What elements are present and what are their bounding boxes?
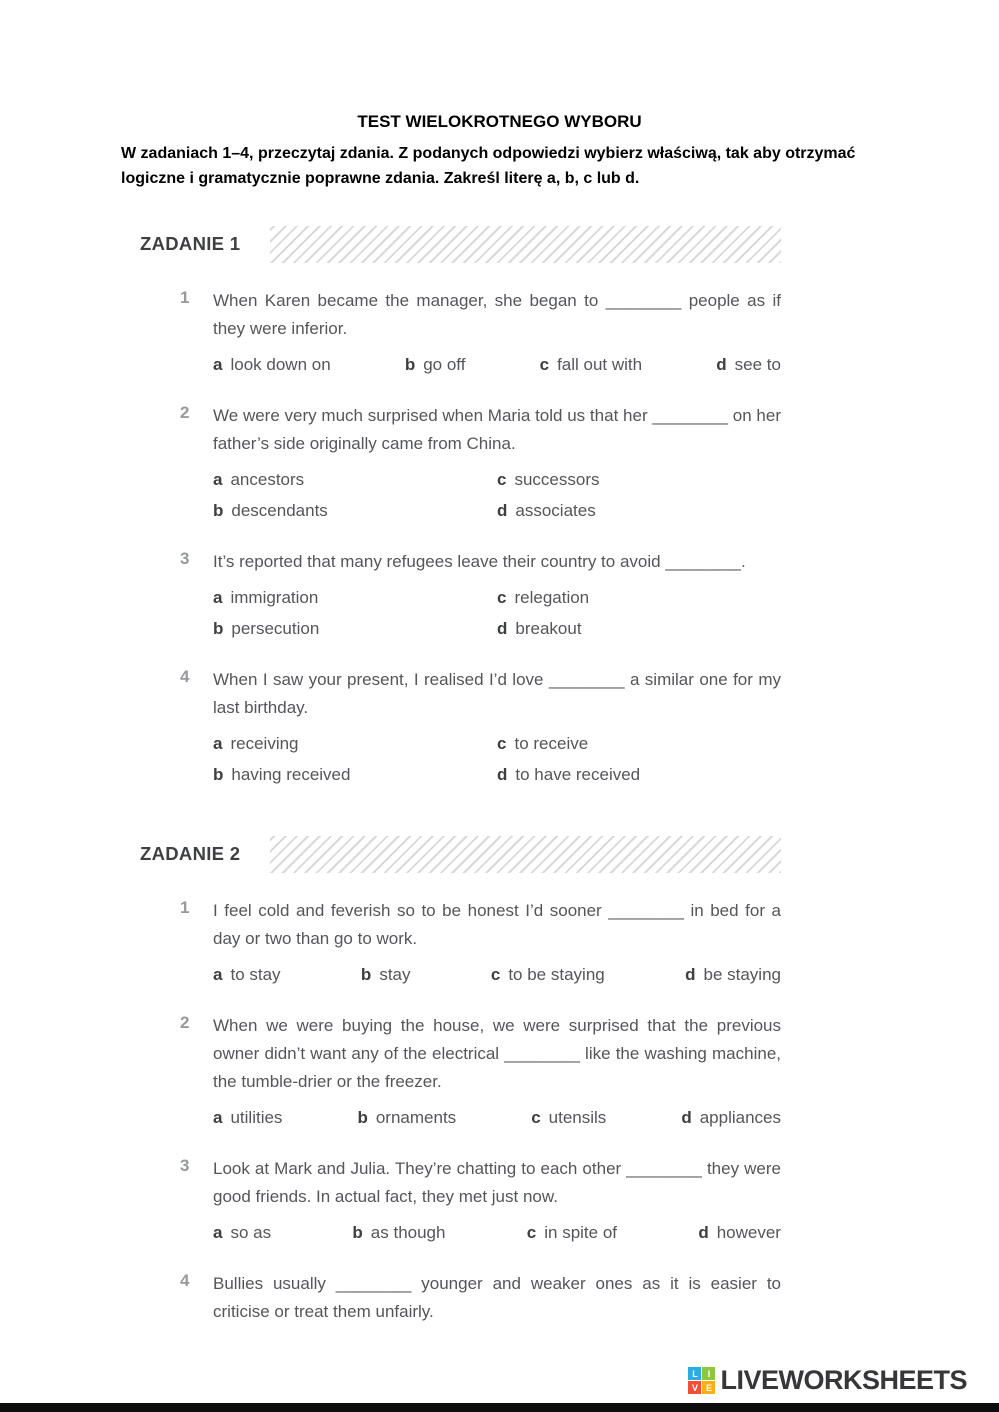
section-banner bbox=[140, 836, 781, 873]
option-letter: b bbox=[213, 618, 224, 638]
option-text: in spite of bbox=[544, 1222, 618, 1242]
question-number: 2 bbox=[180, 1012, 190, 1032]
options bbox=[213, 961, 781, 988]
option-text: utensils bbox=[548, 1107, 607, 1127]
option-letter: b bbox=[213, 500, 224, 520]
option-text: see to bbox=[734, 354, 781, 374]
option-text: as though bbox=[370, 1222, 446, 1242]
option-a[interactable] bbox=[213, 351, 331, 378]
question bbox=[140, 1012, 781, 1131]
question-body bbox=[213, 1012, 781, 1131]
option-text: to receive bbox=[514, 733, 589, 753]
option-b[interactable] bbox=[352, 1219, 445, 1246]
option-b[interactable] bbox=[405, 351, 466, 378]
option-a[interactable] bbox=[213, 1219, 271, 1246]
option-text: appliances bbox=[699, 1107, 781, 1127]
option-letter: a bbox=[213, 1107, 223, 1127]
bottom-bar bbox=[0, 1403, 999, 1412]
option-text: fall out with bbox=[557, 354, 643, 374]
option-text: however bbox=[716, 1222, 781, 1242]
question bbox=[140, 548, 781, 642]
logo-square-i: I bbox=[702, 1367, 715, 1380]
question-body bbox=[213, 287, 781, 378]
question-body bbox=[213, 548, 781, 642]
option-letter: a bbox=[213, 587, 223, 607]
option-d[interactable] bbox=[698, 1219, 781, 1246]
option-c[interactable] bbox=[491, 961, 605, 988]
option-letter: d bbox=[685, 964, 696, 984]
option-letter: d bbox=[681, 1107, 692, 1127]
option-letter: c bbox=[531, 1107, 541, 1127]
options bbox=[213, 1219, 781, 1246]
question bbox=[140, 1270, 781, 1326]
option-letter: c bbox=[526, 1222, 537, 1242]
question-body bbox=[213, 666, 781, 788]
question bbox=[140, 1155, 781, 1246]
option-text: to have received bbox=[515, 764, 641, 784]
worksheet-content bbox=[140, 226, 781, 1326]
option-text: ancestors bbox=[230, 469, 305, 489]
option-text: stay bbox=[379, 964, 411, 984]
question-text: When I saw your present, I realised I’d love ________ a similar one for my last birthday. bbox=[213, 669, 781, 717]
option-letter: d bbox=[716, 354, 727, 374]
question-text: When Karen became the manager, she began to ________ people as if they were inferior. bbox=[213, 290, 781, 338]
question-text: Look at Mark and Julia. They’re chatting to each other ________ they were good friends. In actual fact, they met just now. bbox=[213, 1158, 781, 1206]
question-number: 3 bbox=[180, 548, 190, 568]
question-body bbox=[213, 897, 781, 988]
question-number: 4 bbox=[180, 666, 190, 686]
option-text: receiving bbox=[230, 733, 299, 753]
question-number: 1 bbox=[180, 287, 190, 307]
question-text: Bullies usually ________ younger and weaker ones as it is easier to criticise or treat them unfairly. bbox=[213, 1273, 781, 1321]
option-c[interactable] bbox=[497, 730, 781, 757]
option-text: immigration bbox=[230, 587, 319, 607]
option-letter: b bbox=[404, 354, 416, 374]
option-d[interactable] bbox=[685, 961, 781, 988]
option-letter: a bbox=[213, 354, 223, 374]
options bbox=[213, 466, 781, 524]
option-c[interactable] bbox=[540, 351, 643, 378]
option-b[interactable] bbox=[213, 615, 497, 642]
question-number: 3 bbox=[180, 1155, 190, 1175]
question-text: It’s reported that many refugees leave their country to avoid ________. bbox=[213, 551, 746, 571]
option-text: be staying bbox=[703, 964, 781, 984]
question-body bbox=[213, 1270, 781, 1326]
option-d[interactable] bbox=[497, 497, 781, 524]
options bbox=[213, 730, 781, 788]
option-text: successors bbox=[514, 469, 600, 489]
option-letter: c bbox=[497, 733, 507, 753]
option-letter: d bbox=[698, 1222, 709, 1242]
option-b[interactable] bbox=[357, 1104, 456, 1131]
option-c[interactable] bbox=[497, 584, 781, 611]
option-d[interactable] bbox=[716, 351, 781, 378]
option-b[interactable] bbox=[213, 497, 497, 524]
option-c[interactable] bbox=[497, 466, 781, 493]
logo-square-v: V bbox=[688, 1381, 701, 1394]
option-c[interactable] bbox=[531, 1104, 606, 1131]
option-text: having received bbox=[231, 764, 351, 784]
option-letter: c bbox=[539, 354, 550, 374]
option-text: so as bbox=[230, 1222, 272, 1242]
logo-square-e: E bbox=[702, 1381, 715, 1394]
question-number: 2 bbox=[180, 402, 190, 422]
option-letter: a bbox=[213, 1222, 223, 1242]
option-a[interactable] bbox=[213, 584, 497, 611]
option-text: ornaments bbox=[375, 1107, 457, 1127]
question-number: 1 bbox=[180, 897, 190, 917]
instructions-text: W zadaniach 1–4, przeczytaj zdania. Z podanych odpowiedzi wybierz właściwą, tak aby otrzymać logiczne i gramatycznie poprawne zdania. Zakreśl literę a, b, c lub d. bbox=[121, 145, 856, 187]
question-body bbox=[213, 1155, 781, 1246]
logo-square-l: L bbox=[688, 1367, 701, 1380]
option-b[interactable] bbox=[213, 761, 497, 788]
option-letter: a bbox=[213, 733, 223, 753]
option-text: to be staying bbox=[508, 964, 605, 984]
option-letter: c bbox=[490, 964, 501, 984]
question-text: When we were buying the house, we were surprised that the previous owner didn’t want any of the electrical ________ like the washing machine, the tumble-drier or the freezer. bbox=[213, 1015, 781, 1091]
option-text: associates bbox=[515, 500, 596, 520]
option-text: go off bbox=[423, 354, 466, 374]
section-banner bbox=[140, 226, 781, 263]
question-text: I feel cold and feverish so to be honest I’d sooner ________ in bed for a day or two than go to work. bbox=[213, 900, 781, 948]
option-letter: d bbox=[497, 500, 508, 520]
option-text: breakout bbox=[515, 618, 582, 638]
option-a[interactable] bbox=[213, 730, 497, 757]
option-a[interactable] bbox=[213, 961, 281, 988]
option-d[interactable] bbox=[497, 615, 781, 642]
liveworksheets-logo-icon bbox=[688, 1367, 715, 1394]
option-letter: a bbox=[213, 964, 223, 984]
option-a[interactable] bbox=[213, 1104, 282, 1131]
option-letter: c bbox=[497, 587, 507, 607]
option-letter: a bbox=[213, 469, 223, 489]
section-title: ZADANIE 1 bbox=[140, 226, 270, 263]
liveworksheets-brand[interactable] bbox=[688, 1365, 967, 1396]
page-title: TEST WIELOKROTNEGO WYBORU bbox=[357, 112, 642, 131]
brand-name: LIVEWORKSHEETS bbox=[720, 1365, 967, 1395]
option-text: persecution bbox=[231, 618, 320, 638]
option-text: look down on bbox=[230, 354, 331, 374]
question bbox=[140, 666, 781, 788]
option-letter: b bbox=[360, 964, 372, 984]
option-letter: d bbox=[497, 764, 508, 784]
option-letter: c bbox=[497, 469, 507, 489]
section-title: ZADANIE 2 bbox=[140, 836, 270, 873]
option-text: relegation bbox=[514, 587, 590, 607]
question-number: 4 bbox=[180, 1270, 190, 1290]
option-letter: d bbox=[497, 618, 508, 638]
question bbox=[140, 897, 781, 988]
question-body bbox=[213, 402, 781, 524]
option-a[interactable] bbox=[213, 466, 497, 493]
question bbox=[140, 402, 781, 524]
question-text: We were very much surprised when Maria told us that her ________ on her father’s side originally came from China. bbox=[213, 405, 781, 453]
option-d[interactable] bbox=[681, 1104, 781, 1131]
option-b[interactable] bbox=[361, 961, 411, 988]
option-letter: b bbox=[352, 1222, 363, 1242]
option-c[interactable] bbox=[527, 1219, 617, 1246]
document-header bbox=[0, 0, 999, 192]
option-text: to stay bbox=[230, 964, 281, 984]
options bbox=[213, 1104, 781, 1131]
options bbox=[213, 584, 781, 642]
option-letter: b bbox=[213, 764, 224, 784]
option-d[interactable] bbox=[497, 761, 781, 788]
question bbox=[140, 287, 781, 378]
option-text: descendants bbox=[231, 500, 328, 520]
option-text: utilities bbox=[230, 1107, 283, 1127]
options bbox=[213, 351, 781, 378]
option-letter: b bbox=[357, 1107, 368, 1127]
